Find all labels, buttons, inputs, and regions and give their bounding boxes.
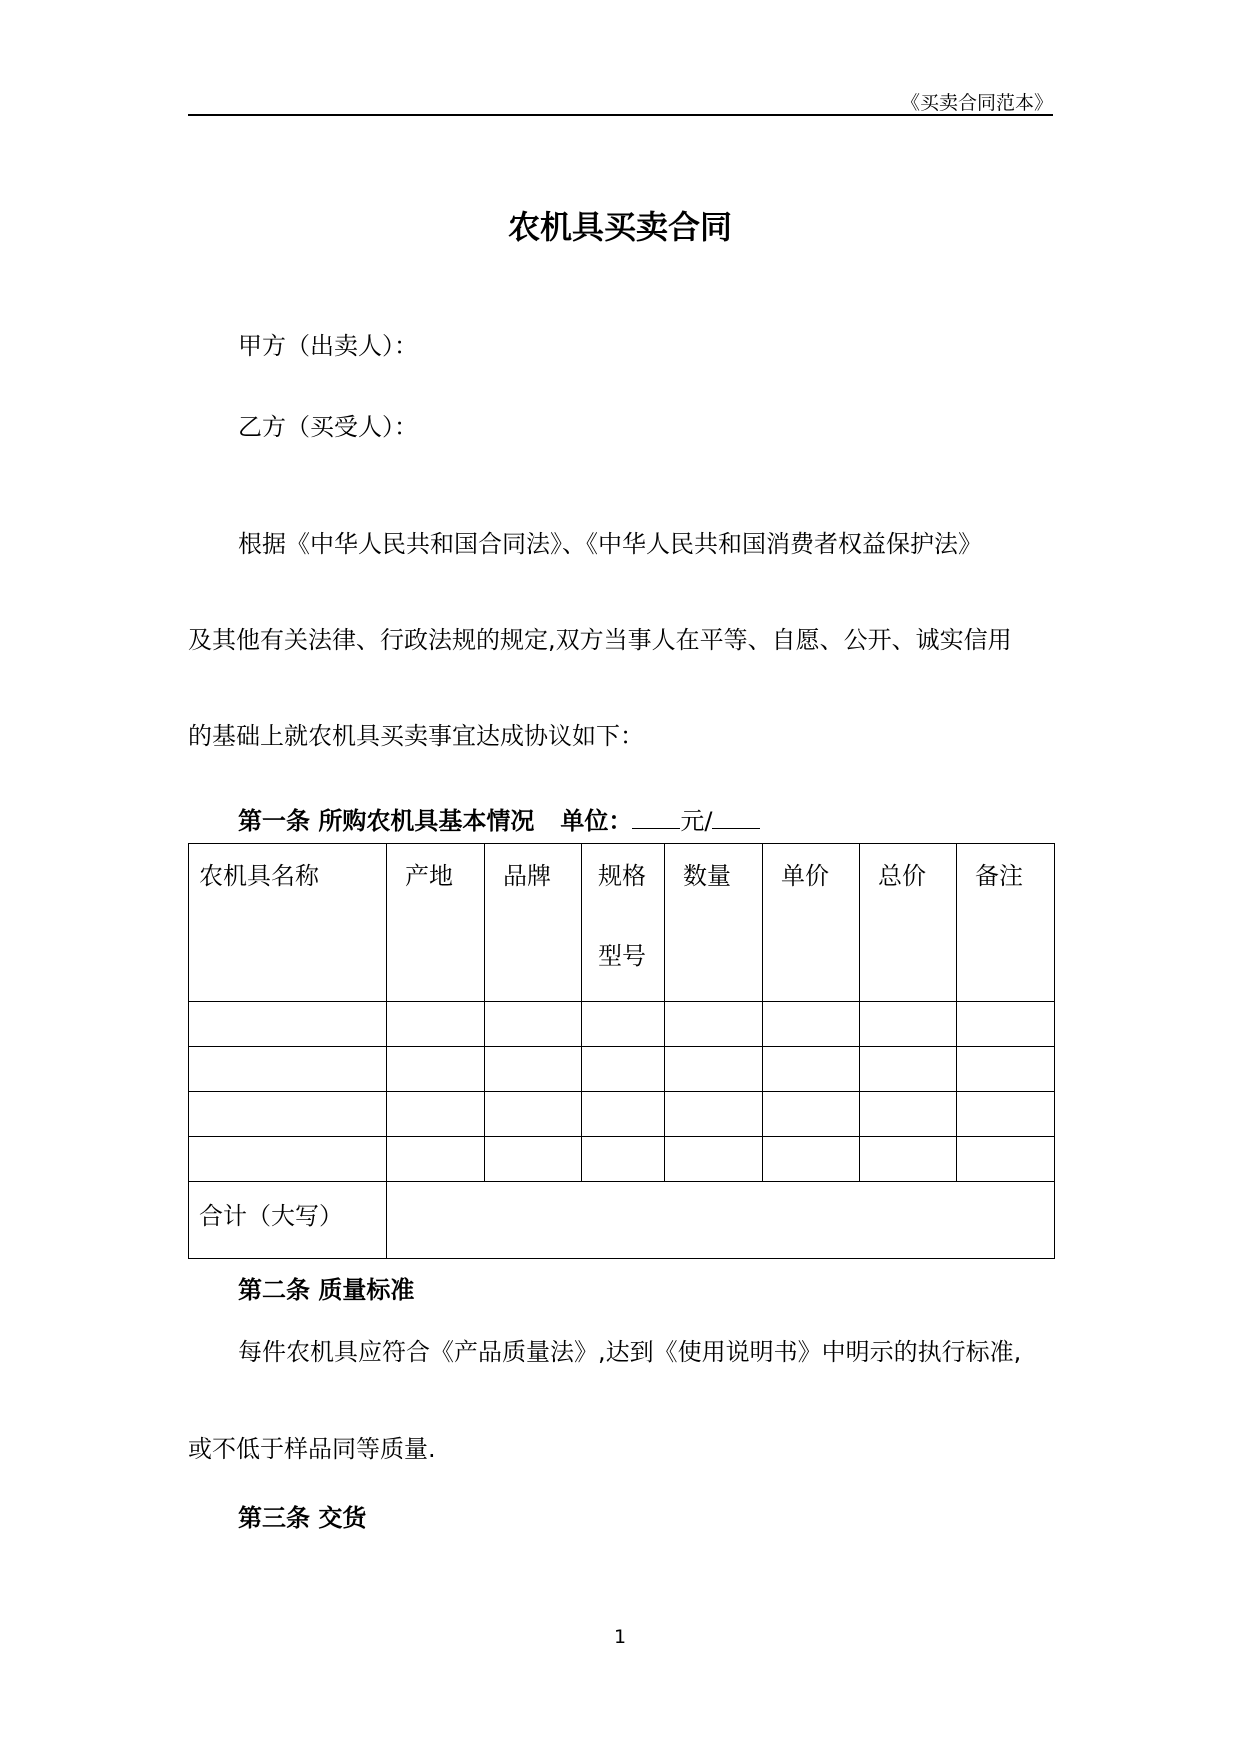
table-cell[interactable] [957, 1092, 1055, 1137]
table-cell[interactable] [189, 1002, 387, 1047]
unit-mid: 元/ [680, 807, 713, 835]
table-cell[interactable] [582, 1092, 665, 1137]
table-cell[interactable] [582, 1137, 665, 1182]
page-header-rule [188, 114, 1053, 116]
buyer-party-line: 乙方（买受人）： [238, 413, 418, 441]
article-2-line-2: 或不低于样品同等质量. [188, 1435, 436, 1463]
table-cell[interactable] [387, 1002, 485, 1047]
table-header-cell: 农机具名称 [189, 844, 387, 1002]
table-row [189, 1047, 1055, 1092]
table-row [189, 1092, 1055, 1137]
goods-table [188, 843, 1055, 1259]
table-cell[interactable] [665, 1092, 763, 1137]
table-cell[interactable] [189, 1092, 387, 1137]
article-1-heading: 第一条 所购农机具基本情况 [238, 807, 535, 835]
table-cell[interactable] [860, 1092, 957, 1137]
table-cell[interactable] [485, 1002, 582, 1047]
document-title: 农机具买卖合同 [507, 208, 732, 246]
article-2-line-1: 每件农机具应符合《产品质量法》,达到《使用说明书》中明示的执行标准, [238, 1338, 1022, 1366]
table-cell[interactable] [485, 1137, 582, 1182]
table-cell[interactable] [387, 1092, 485, 1137]
seller-party-line: 甲方（出卖人）： [238, 332, 418, 360]
article-2-heading: 第二条 质量标准 [238, 1276, 415, 1304]
table-cell[interactable] [665, 1047, 763, 1092]
total-label-cell [189, 1182, 387, 1259]
table-cell[interactable] [665, 1137, 763, 1182]
table-row [189, 1137, 1055, 1182]
table-cell[interactable] [387, 1137, 485, 1182]
preamble-line-1: 根据《中华人民共和国合同法》、《中华人民共和国消费者权益保护法》 [238, 530, 982, 558]
table-cell[interactable] [763, 1092, 860, 1137]
table-cell[interactable] [860, 1137, 957, 1182]
table-cell[interactable] [485, 1047, 582, 1092]
table-total-row [189, 1182, 1055, 1259]
table-header-cell: 数量 [665, 844, 763, 1002]
table-header-cell: 品牌 [485, 844, 582, 1002]
table-cell[interactable] [860, 1047, 957, 1092]
table-header-cell: 产地 [387, 844, 485, 1002]
table-header-cell: 总价 [860, 844, 957, 1002]
table-cell[interactable] [957, 1047, 1055, 1092]
page-header-text: 《买卖合同范本》 [900, 92, 1053, 114]
table-header-row [189, 844, 1055, 1002]
table-header-cell: 规格型号 [582, 844, 665, 1002]
table-cell[interactable] [189, 1137, 387, 1182]
table-cell[interactable] [189, 1047, 387, 1092]
preamble-line-3: 的基础上就农机具买卖事宜达成协议如下： [188, 722, 644, 750]
table-row [189, 1002, 1055, 1047]
table-cell[interactable] [763, 1002, 860, 1047]
page-number: 1 [613, 1626, 627, 1648]
table-cell[interactable] [957, 1137, 1055, 1182]
table-cell[interactable] [582, 1002, 665, 1047]
unit-label: 单位： [560, 807, 633, 835]
table-cell[interactable] [763, 1137, 860, 1182]
table-cell[interactable] [387, 1047, 485, 1092]
preamble-line-2: 及其他有关法律、行政法规的规定,双方当事人在平等、自愿、公开、诚实信用 [188, 626, 1012, 654]
table-cell[interactable] [582, 1047, 665, 1092]
table-header-cell: 单价 [763, 844, 860, 1002]
table-cell[interactable] [485, 1092, 582, 1137]
total-amount-cell[interactable] [387, 1182, 1055, 1259]
table-header-cell: 备注 [957, 844, 1055, 1002]
table-cell[interactable] [665, 1002, 763, 1047]
table-cell[interactable] [957, 1002, 1055, 1047]
table-cell[interactable] [763, 1047, 860, 1092]
article-3-heading: 第三条 交货 [238, 1504, 367, 1532]
total-label: 合计（大写） [199, 1202, 343, 1230]
table-cell[interactable] [860, 1002, 957, 1047]
